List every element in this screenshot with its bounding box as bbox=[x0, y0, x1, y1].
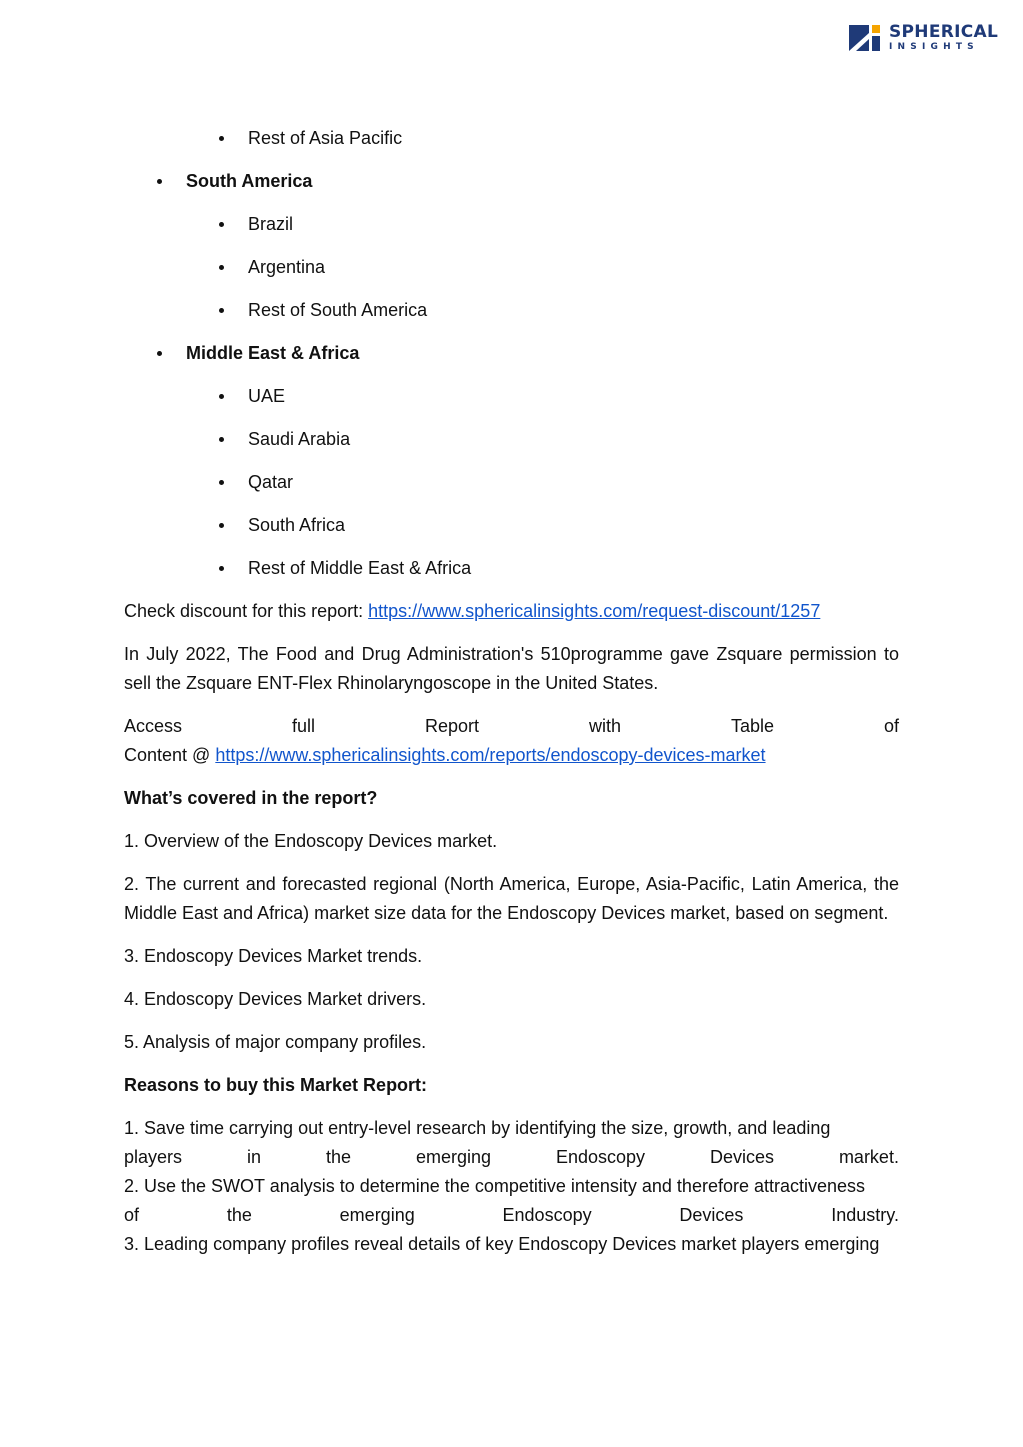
reason-line: 1. Save time carrying out entry-level research by identifying the size, growth, and leading bbox=[124, 1118, 831, 1138]
bullet-icon bbox=[219, 523, 224, 528]
list-item: Rest of Asia Pacific bbox=[124, 124, 899, 167]
bullet-icon bbox=[219, 437, 224, 442]
news-paragraph: In July 2022, The Food and Drug Administration's 510programme gave Zsquare permission to sell the Zsquare ENT-Flex Rhinolaryngoscope in the United States. bbox=[124, 644, 899, 693]
covered-heading: What’s covered in the report? bbox=[124, 788, 378, 808]
covered-item: 4. Endoscopy Devices Market drivers. bbox=[124, 989, 427, 1009]
list-item: Middle East & Africa bbox=[124, 339, 899, 382]
list-item: Qatar bbox=[124, 468, 899, 511]
logo-mark-icon bbox=[849, 23, 883, 53]
list-item: Saudi Arabia bbox=[124, 425, 899, 468]
list-item: Rest of Middle East & Africa bbox=[124, 554, 899, 597]
discount-line: Check discount for this report: https://www.sphericalinsights.com/request-discount/1257 bbox=[124, 601, 821, 621]
report-link[interactable]: https://www.sphericalinsights.com/reports/endoscopy-devices-market bbox=[215, 745, 766, 765]
list-item: South Africa bbox=[124, 511, 899, 554]
list-item: South America bbox=[124, 167, 899, 210]
bullet-icon bbox=[219, 566, 224, 571]
bullet-icon bbox=[219, 480, 224, 485]
covered-item: 2. The current and forecasted regional (North America, Europe, Asia-Pacific, Latin America, the Middle East and Africa) market size data for the Endoscopy Devices market, based on segment. bbox=[124, 874, 899, 923]
logo bbox=[849, 20, 999, 56]
bullet-icon bbox=[219, 394, 224, 399]
list-item: UAE bbox=[124, 382, 899, 425]
bullet-icon bbox=[219, 308, 224, 313]
bullet-icon bbox=[157, 351, 162, 356]
bullet-icon bbox=[157, 179, 162, 184]
document-body bbox=[124, 124, 899, 1259]
reason-line: 3. Leading company profiles reveal details of key Endoscopy Devices market players emerging bbox=[124, 1234, 880, 1254]
access-line: Access full Report with Table of bbox=[124, 716, 899, 736]
logo-tagline: INSIGHTS bbox=[889, 42, 979, 52]
list-item: Argentina bbox=[124, 253, 899, 296]
covered-item: 3. Endoscopy Devices Market trends. bbox=[124, 946, 423, 966]
covered-item: 5. Analysis of major company profiles. bbox=[124, 1032, 427, 1052]
list-item: Rest of South America bbox=[124, 296, 899, 339]
bullet-icon bbox=[219, 265, 224, 270]
list-item: Brazil bbox=[124, 210, 899, 253]
access-paragraph: Access full Report with Table of Content @ https://www.sphericalinsights.com/reports/endoscopy-devices-market bbox=[124, 712, 899, 770]
reason-line: of the emerging Endoscopy Devices Industry. bbox=[124, 1205, 899, 1225]
covered-item: 1. Overview of the Endoscopy Devices market. bbox=[124, 831, 498, 851]
reasons-paragraph bbox=[124, 1114, 899, 1259]
discount-link[interactable]: https://www.sphericalinsights.com/request-discount/1257 bbox=[368, 601, 821, 621]
region-list bbox=[124, 124, 899, 597]
reason-line: players in the emerging Endoscopy Devices market. bbox=[124, 1147, 899, 1167]
logo-wordmark: SPHERICAL bbox=[889, 22, 999, 42]
reason-line: 2. Use the SWOT analysis to determine the competitive intensity and therefore attractiveness bbox=[124, 1176, 866, 1196]
bullet-icon bbox=[219, 222, 224, 227]
bullet-icon bbox=[219, 136, 224, 141]
reasons-heading: Reasons to buy this Market Report: bbox=[124, 1075, 428, 1095]
